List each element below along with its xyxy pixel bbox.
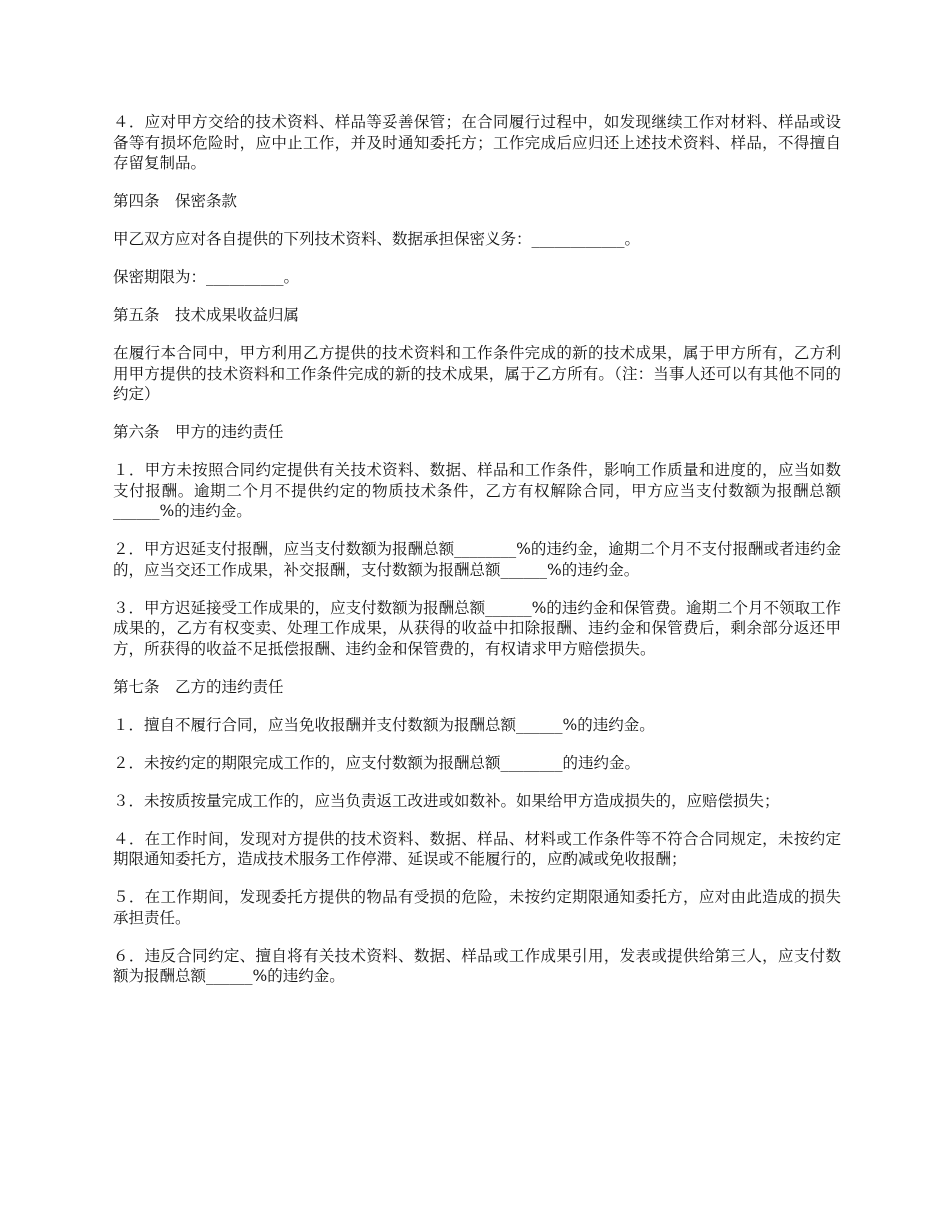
- confidentiality-scope: 甲乙双方应对各自提供的下列技术资料、数据承担保密义务：____________。: [113, 230, 641, 248]
- party-a-liability-item-3: ３．甲方迟延接受工作成果的，应支付数额为报酬总额______%的违约金和保管费。逾期二个月不领取工作成果的，乙方有权变卖、处理工作成果，从获得的收益中扣除报酬、违约金和保管费后，剩余部分返还甲方，所获得的收益不足抵偿报酬、违约金和保管费的，有权请求甲方赔偿损失。: [113, 598, 841, 658]
- tech-results-ownership: 在履行本合同中，甲方利用乙方提供的技术资料和工作条件完成的新的技术成果，属于甲方所有，乙方利用甲方提供的技术资料和工作条件完成的新的技术成果，属于乙方所有。（注：当事人还可以有其他不同的约定）: [113, 344, 841, 403]
- party-b-liability-item-4: ４．在工作时间，发现对方提供的技术资料、数据、样品、材料或工作条件等不符合合同规定，未按约定期限通知委托方，造成技术服务工作停滞、延误或不能履行的，应酌减或免收报酬；: [113, 829, 841, 868]
- party-b-liability-item-1: １．擅自不履行合同，应当免收报酬并支付数额为报酬总额______%的违约金。: [113, 715, 655, 734]
- party-b-liability-item-3: ３．未按质按量完成工作的，应当负责返工改进或如数补。如果给甲方造成损失的，应赔偿损失；: [113, 791, 780, 810]
- party-a-liability-item-1: １．甲方未按照合同约定提供有关技术资料、数据、样品和工作条件，影响工作质量和进度的，应当如数支付报酬。逾期二个月不提供约定的物质技术条件，乙方有权解除合同，甲方应当支付数额为报酬总额______%的违约金。: [113, 461, 841, 520]
- party-b-liability-item-5: ５．在工作期间，发现委托方提供的物品有受损的危险，未按约定期限通知委托方，应对由此造成的损失承担责任。: [113, 888, 841, 927]
- document-page: [113, 112, 841, 1004]
- party-b-liability-item-6: ６．违反合同约定、擅自将有关技术资料、数据、样品或工作成果引用，发表或提供给第三人，应支付数额为报酬总额______%的违约金。: [113, 946, 841, 985]
- article-4-heading: 第四条 保密条款: [113, 192, 238, 210]
- article-7-heading: 第七条 乙方的违约责任: [113, 677, 284, 696]
- party-a-liability-item-2: ２．甲方迟延支付报酬，应当支付数额为报酬总额________%的违约金，逾期二个月不支付报酬或者违约金的，应当交还工作成果，补交报酬，支付数额为报酬总额______%的违约金。: [113, 540, 841, 579]
- confidentiality-period: 保密期限为：__________。: [113, 268, 300, 286]
- party-b-liability-item-2: ２．未按约定的期限完成工作的，应支付数额为报酬总额________的违约金。: [113, 753, 641, 772]
- clause-3-item-4: ４．应对甲方交给的技术资料、样品等妥善保管；在合同履行过程中，如发现继续工作对材料、样品或设备等有损坏危险时，应中止工作，并及时通知委托方；工作完成后应归还上述技术资料、样品，不得擅自存留复制品。: [113, 113, 841, 172]
- article-5-heading: 第五条 技术成果收益归属: [113, 306, 300, 324]
- article-6-heading: 第六条 甲方的违约责任: [113, 423, 284, 441]
